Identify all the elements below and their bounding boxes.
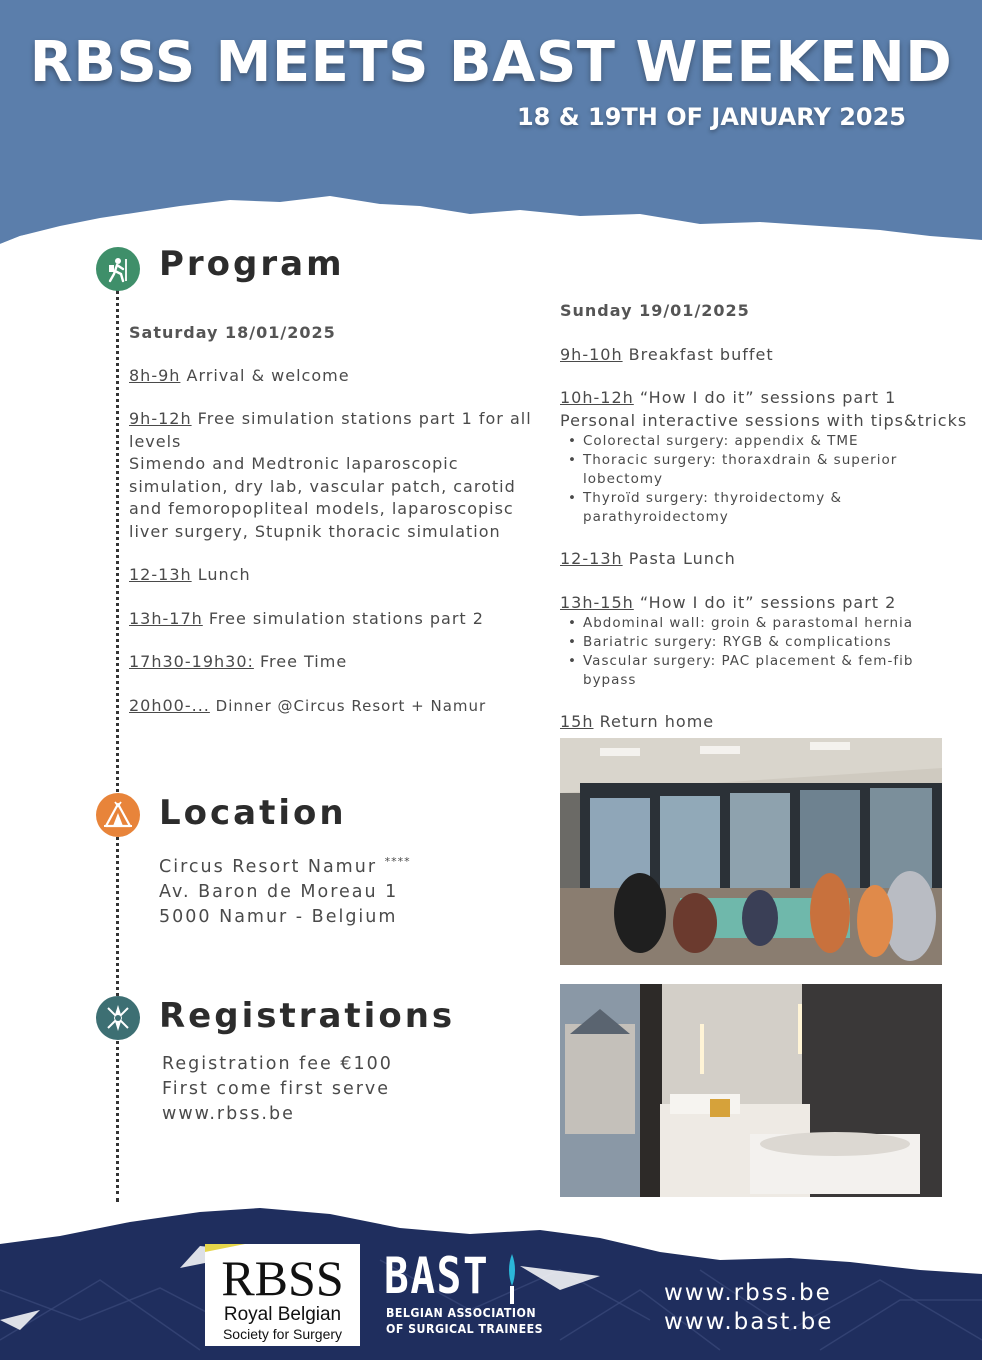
bullet-item: • Vascular surgery: PAC placement & fem-fib bypass — [568, 652, 972, 690]
item-text: Breakfast buffet — [622, 344, 774, 364]
footer-background — [0, 1200, 982, 1360]
bast-scalpel-icon — [506, 1254, 518, 1308]
time-label: 15h — [560, 712, 594, 731]
program-title: Program — [159, 244, 345, 284]
venue-street: Av. Baron de Moreau 1 — [159, 881, 399, 902]
tent-icon — [96, 793, 140, 837]
time-label: 13h-15h — [560, 592, 634, 612]
rbss-logo — [205, 1244, 360, 1346]
list-item — [560, 387, 972, 527]
compass-icon — [96, 996, 140, 1040]
item-detail: Personal interactive sessions with tips&tricks — [560, 410, 968, 430]
header-banner — [0, 0, 982, 260]
time-label: 10h-12h — [560, 388, 634, 407]
list-item — [560, 592, 972, 691]
time-label: 9h-10h — [560, 344, 623, 364]
footer-url-bast[interactable]: www.bast.be — [664, 1309, 834, 1335]
item-text: “How I do it” sessions part 1 — [633, 388, 897, 407]
list-item — [560, 344, 972, 367]
sunday-column — [560, 300, 972, 734]
registration-fee: Registration fee €100 — [162, 1054, 393, 1074]
time-label: 12-13h — [129, 565, 192, 584]
hotel-room-photo — [560, 984, 942, 1197]
list-item — [129, 608, 554, 631]
footer-banner — [0, 1200, 982, 1360]
conference-room-photo — [560, 738, 942, 965]
sunday-heading: Sunday 19/01/2025 — [560, 301, 750, 320]
bast-logo-line1: BELGIAN ASSOCIATION — [386, 1306, 537, 1320]
venue-city: 5000 Namur - Belgium — [159, 906, 398, 927]
location-address — [159, 849, 411, 930]
bullet-item: • Thyroïd surgery: thyroidectomy & parathyroidectomy — [568, 489, 972, 527]
item-text: “How I do it” sessions part 2 — [633, 592, 897, 612]
bullet-item: • Abdominal wall: groin & parastomal hernia — [568, 614, 972, 633]
list-item — [129, 695, 554, 718]
rbss-logo-line1: Royal Belgian — [223, 1304, 342, 1325]
time-label: 17h30-19h30: — [129, 652, 254, 671]
saturday-heading: Saturday 18/01/2025 — [129, 323, 336, 342]
time-label: 8h-9h — [129, 365, 181, 385]
event-title: RBSS MEETS BAST WEEKEND — [29, 30, 953, 95]
item-text: Free simulation stations part 2 — [202, 608, 484, 628]
list-item — [129, 365, 554, 388]
item-text: Dinner @Circus Resort + Namur — [209, 696, 487, 715]
item-text: Free simulation stations part 1 for all levels — [129, 409, 532, 451]
event-date: 18 & 19TH OF JANUARY 2025 — [516, 103, 906, 131]
time-label: 12-13h — [560, 549, 623, 568]
footer-url-rbss[interactable]: www.rbss.be — [664, 1280, 832, 1306]
list-item — [129, 564, 554, 587]
list-item — [560, 548, 972, 571]
registration-note: First come first serve — [162, 1079, 391, 1099]
hiker-icon — [96, 247, 140, 291]
timeline-dotted-line — [116, 290, 119, 1202]
registration-website: www.rbss.be — [162, 1104, 295, 1124]
item-text: Free Time — [253, 652, 348, 671]
rbss-logo-abbr: RBSS — [221, 1250, 344, 1306]
rbss-logo-line2: Society for Surgery — [222, 1326, 343, 1342]
bast-logo-abbr: BAST — [384, 1247, 490, 1305]
bullet-item: • Colorectal surgery: appendix & TME — [568, 432, 972, 451]
saturday-column — [129, 322, 554, 717]
item-text: Lunch — [191, 565, 251, 584]
list-item — [129, 408, 554, 543]
location-title: Location — [159, 793, 347, 833]
time-label: 13h-17h — [129, 608, 203, 628]
item-text: Arrival & welcome — [180, 365, 350, 385]
bullet-item: • Thoracic surgery: thoraxdrain & superior lobectomy — [568, 451, 972, 489]
registration-info — [162, 1052, 393, 1127]
list-item — [560, 711, 972, 734]
bullet-list — [568, 614, 972, 690]
time-label: 9h-12h — [129, 409, 192, 428]
venue-stars: **** — [384, 855, 411, 868]
item-text: Return home — [593, 712, 715, 731]
bast-logo-line2: OF SURGICAL TRAINEES — [386, 1322, 544, 1336]
time-label: 20h00-... — [129, 695, 210, 715]
bullet-item: • Bariatric surgery: RYGB & complications — [568, 633, 972, 652]
registrations-title: Registrations — [159, 996, 456, 1036]
item-detail: Simendo and Medtronic laparoscopic simulation, dry lab, vascular patch, carotid and femoropopliteal models, laparoscopisc liver surgery, Stupnik thoracic simulation — [129, 454, 516, 541]
venue-name: Circus Resort Namur — [159, 856, 378, 877]
item-text: Pasta Lunch — [622, 549, 736, 568]
bullet-list — [568, 432, 972, 527]
list-item — [129, 651, 554, 674]
